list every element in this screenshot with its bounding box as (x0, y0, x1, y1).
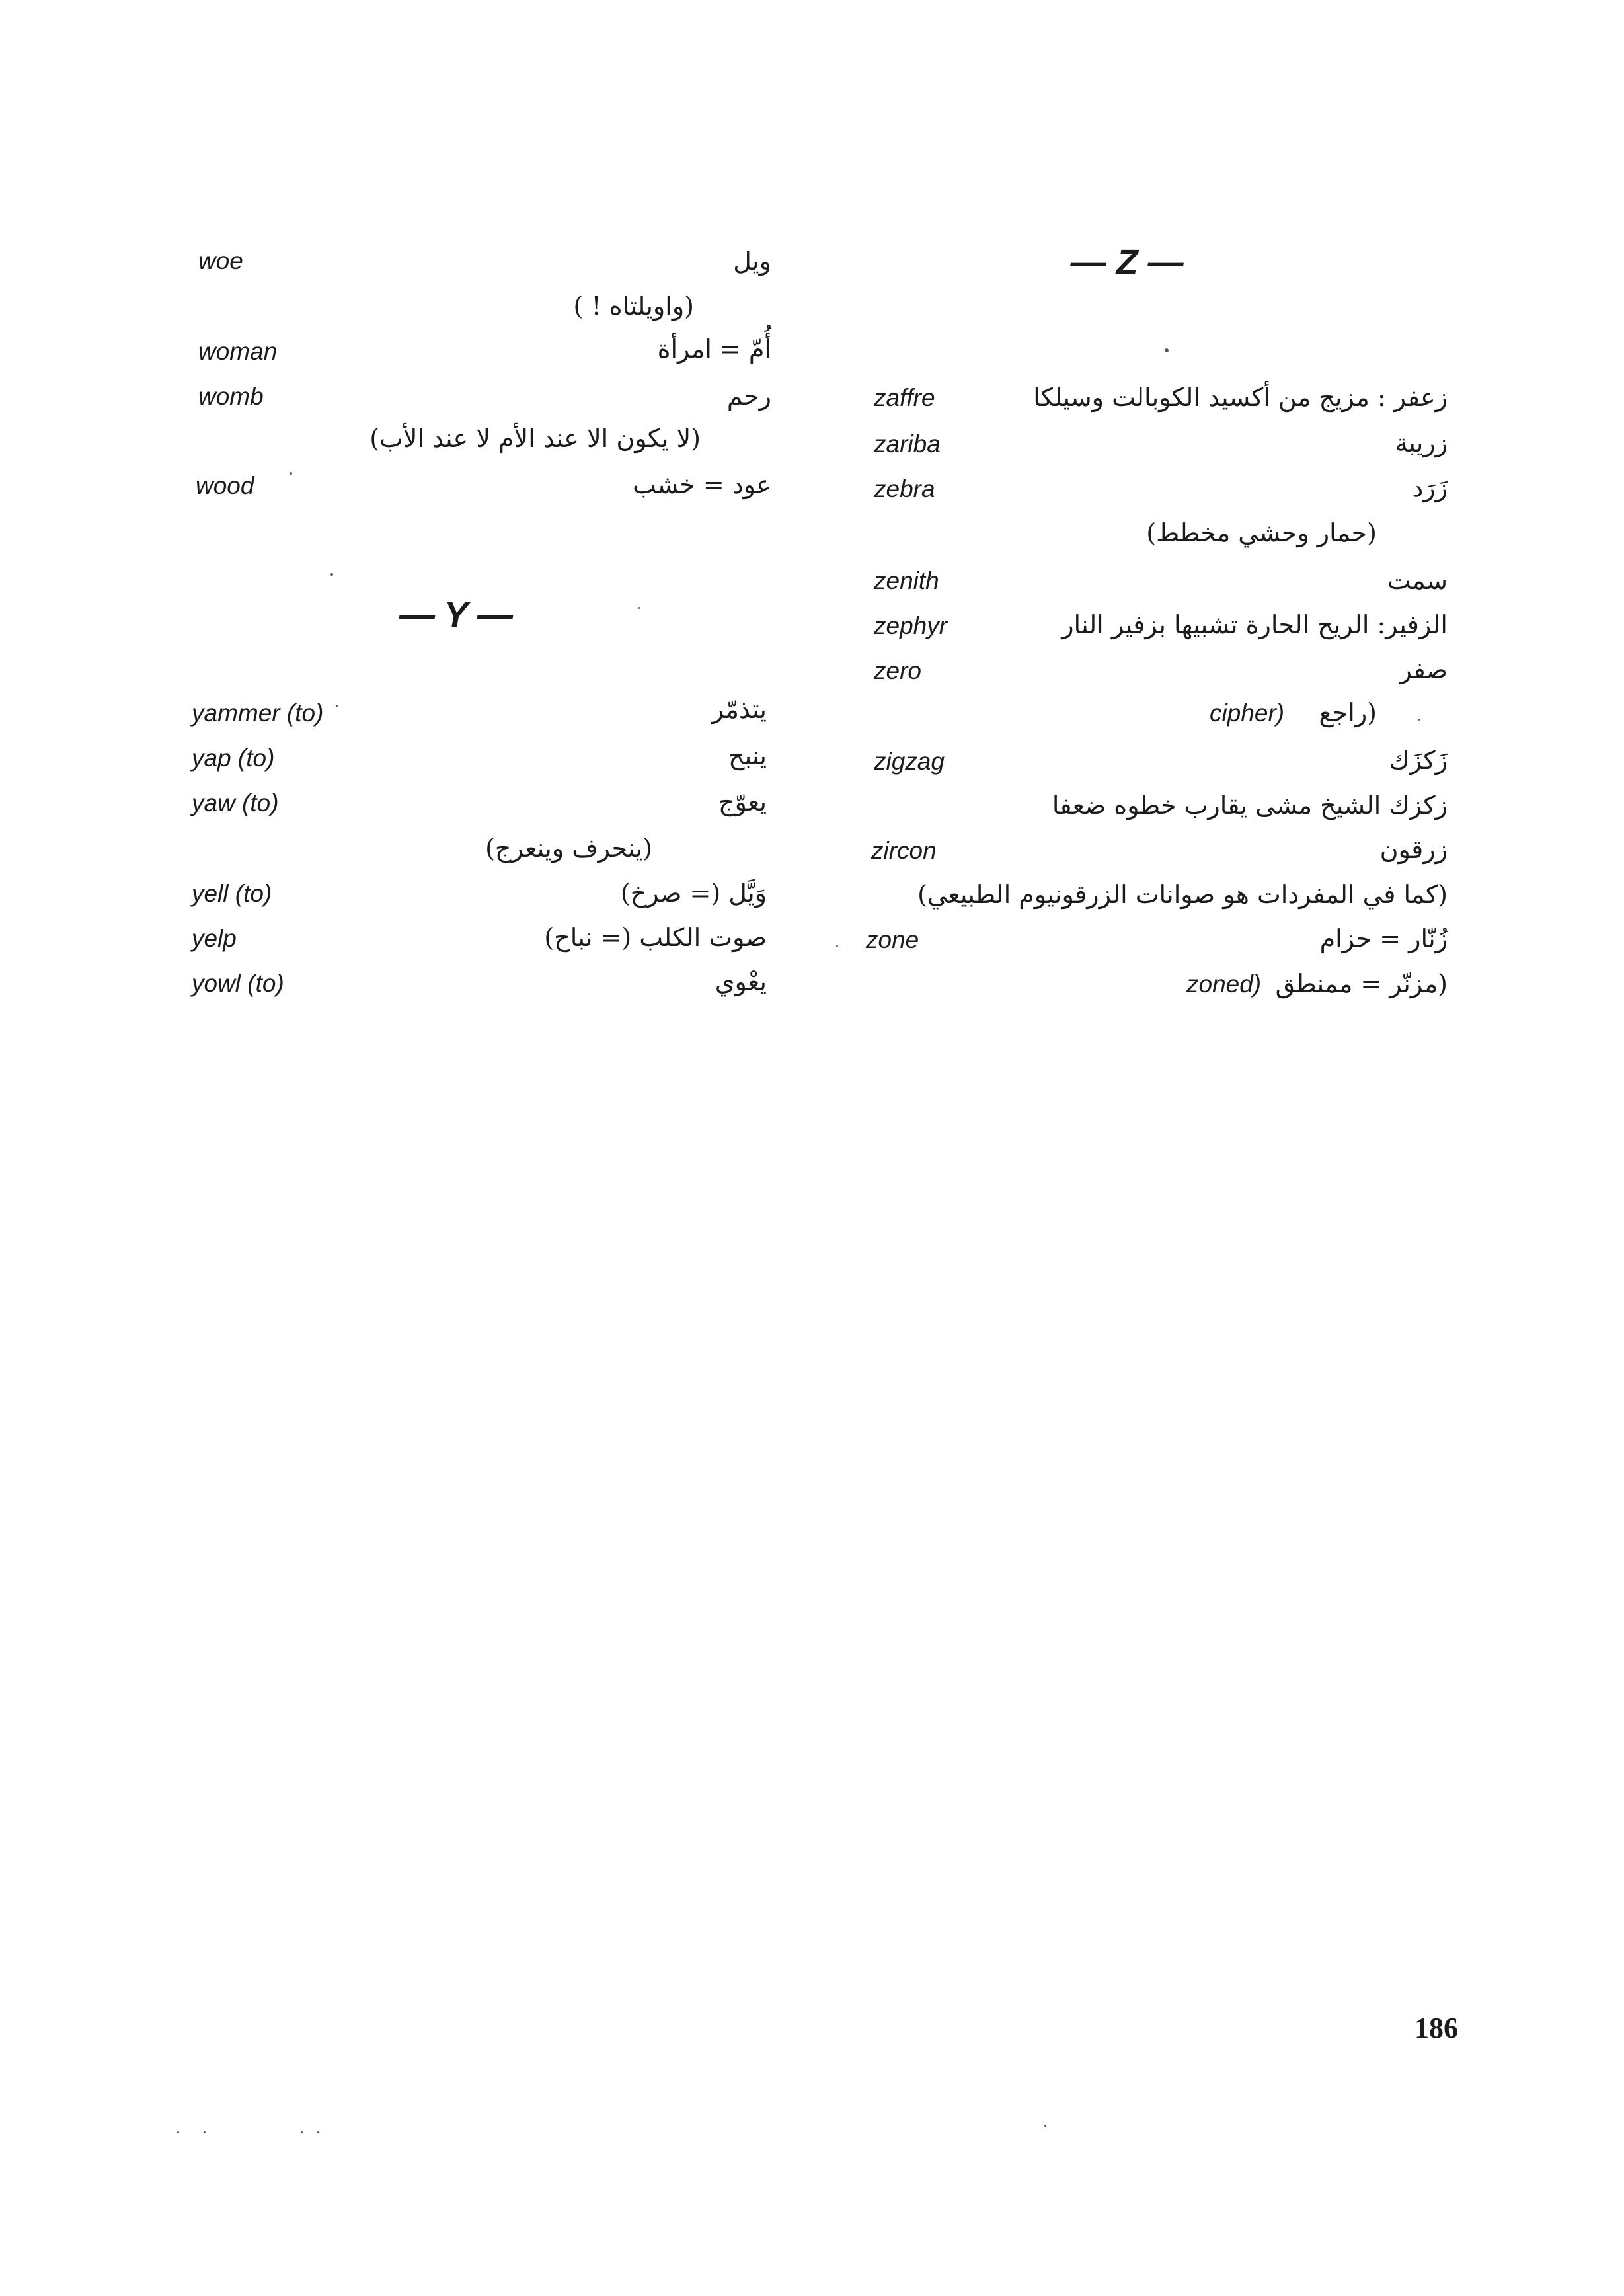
translation-yap: ينبح (728, 741, 767, 770)
headword-yell: yell (to) (192, 880, 272, 907)
note-zone: (مزنّر = ممنطق (1275, 969, 1448, 998)
headword-zero: zero (874, 657, 921, 684)
scan-speck (290, 472, 292, 475)
scan-speck (336, 705, 338, 707)
headword-woe: woe (198, 247, 243, 274)
headword-yaw: yaw (to) (192, 789, 279, 816)
scan-speck (836, 945, 838, 947)
note-woe: (واويلتاه ! ) (573, 292, 694, 321)
note-zero-crossref: cipher) (1210, 699, 1285, 727)
translation-zircon: زرقون (1379, 835, 1448, 864)
translation-zebra: زَرَد (1412, 473, 1448, 502)
note-zebra: (حمار وحشي مخطط) (1146, 518, 1377, 547)
headword-womb: womb (198, 383, 264, 410)
headword-woman: woman (198, 338, 278, 365)
translation-woe: ويل (733, 247, 771, 276)
translation-yell: وَيَّل (= صرخ) (620, 879, 767, 908)
note-zigzag: زكزك الشيخ مشى يقارب خطوه ضعفا (1052, 791, 1448, 820)
headword-yap: yap (to) (192, 744, 275, 772)
headword-zephyr: zephyr (874, 612, 948, 639)
page-number: 186 (1414, 2012, 1458, 2044)
translation-zigzag: زَكزَك (1389, 746, 1448, 775)
translation-yowl: يعْوي (715, 967, 767, 996)
section-heading-y: — Y — (399, 595, 514, 635)
translation-zaffre: زعفر : مزيج من أكسيد الكوبالت وسيلكا (1033, 383, 1448, 412)
translation-yelp: صوت الكلب (= نباح) (544, 923, 767, 952)
translation-yammer: يتذمّر (711, 695, 767, 724)
scan-speck (638, 607, 640, 609)
headword-zone: zone (866, 926, 919, 953)
headword-zigzag: zigzag (874, 748, 945, 775)
headword-zebra: zebra (874, 475, 935, 502)
headword-wood: wood (196, 472, 254, 499)
note-zircon: (كما في المفردات هو صوانات الزرقونيوم الطبيعي) (917, 880, 1448, 909)
note-zero: (راجع (1319, 698, 1377, 727)
scan-speck (1418, 719, 1420, 721)
scan-speck (204, 2131, 206, 2133)
translation-yaw: يعوّج (718, 787, 767, 816)
translation-zone: زُنّار = حزام (1319, 924, 1448, 953)
note-zone-english: zoned) (1186, 970, 1262, 998)
scan-speck (330, 573, 333, 576)
note-yaw: (ينحرف وينعرج) (485, 834, 652, 863)
translation-woman: أُمّ = امرأة (657, 335, 771, 364)
scan-speck (177, 2131, 179, 2133)
translation-zenith: سمت (1387, 566, 1448, 595)
scan-speck (317, 2131, 319, 2133)
note-womb: (لا يكون الا عند الأم لا عند الأب) (369, 424, 701, 453)
headword-zircon: zircon (871, 837, 937, 864)
translation-womb: رحم (726, 381, 771, 411)
scan-speck (301, 2131, 303, 2133)
translation-zephyr: الزفير: الريح الحارة تشبيها بزفير النار (1062, 610, 1448, 639)
headword-yelp: yelp (192, 925, 237, 952)
translation-zariba: زريبة (1395, 428, 1448, 457)
headword-yowl: yowl (to) (192, 970, 284, 997)
section-heading-z: — Z — (1070, 243, 1184, 282)
translation-zero: صفر (1399, 655, 1448, 684)
headword-yammer: yammer (to) (192, 699, 324, 727)
headword-zaffre: zaffre (874, 384, 935, 411)
scan-speck (1165, 348, 1169, 352)
translation-wood: عود = خشب (633, 470, 771, 499)
scan-speck (1044, 2125, 1046, 2127)
headword-zenith: zenith (874, 567, 939, 594)
headword-zariba: zariba (874, 430, 941, 457)
